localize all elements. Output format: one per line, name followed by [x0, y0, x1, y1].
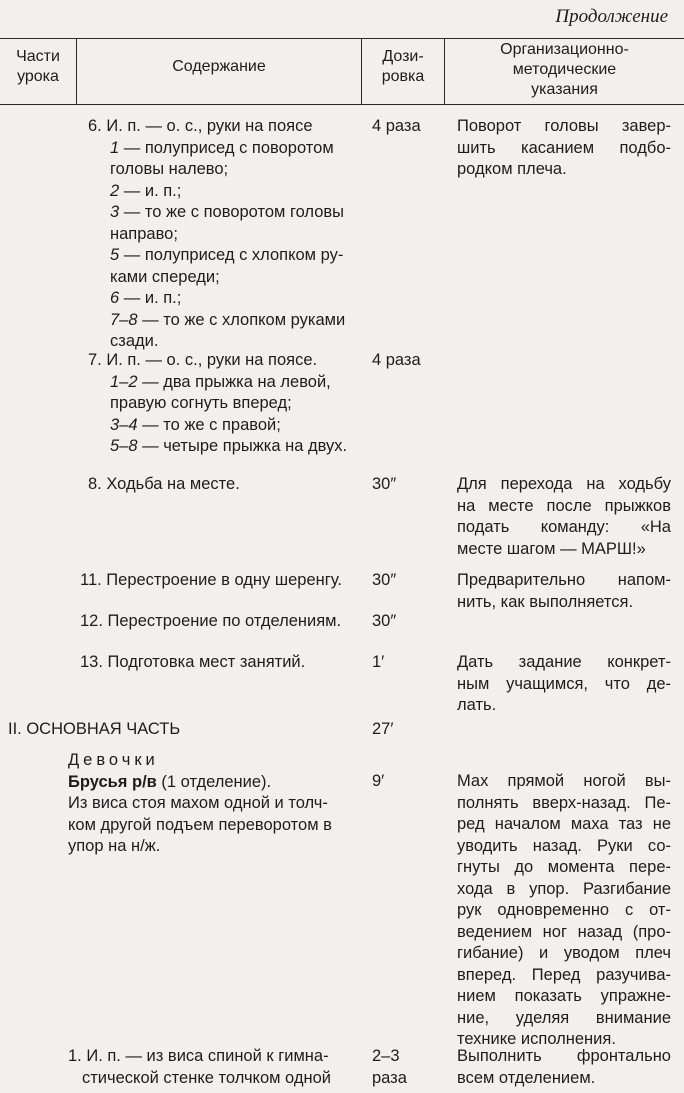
exercise-6-step: 7–8 — то же с хлопком руками [110, 310, 346, 329]
exercise-6-step: сзади. [110, 332, 159, 350]
exercise-12-title: 12. Перестроение по отделениям. [80, 612, 342, 630]
exercise-6-steps [88, 138, 358, 353]
exercise-7-step: 1–2 — два прыжка на левой, [110, 372, 331, 391]
exercise-6-content [88, 116, 358, 353]
exercise-7-dose: 4 раза [372, 351, 421, 369]
exercise-6-notes: Поворот головы завер- шить касанием подбо- родком плеча. [457, 117, 671, 178]
header-part-cell [2, 47, 74, 87]
header-part-line1: Части [16, 48, 60, 65]
exercise-7-step: 5–8 — четыре прыжка на двух. [110, 437, 348, 455]
exercise-12-dose: 30″ [372, 612, 397, 630]
exercise-13-title: 13. Подготовка мест занятий. [80, 653, 306, 671]
main-part-dose: 27′ [372, 720, 394, 738]
exercise-6-step: 3 — то же с поворотом головы [110, 203, 345, 221]
exercise-8-notes: Для перехода на ходьбу на месте после прыжков подать команду: «На месте шагом — МАРШ!» [457, 475, 671, 558]
bars-dose: 9′ [372, 772, 385, 790]
header-part-line2: урока [17, 68, 59, 85]
header-dose-cell [362, 47, 444, 87]
exercise-6-step: 5 — полуприсед с хлопком ру- [110, 246, 344, 264]
exercise-13-notes: Дать задание конкрет- ным учащимся, что де- лать. [457, 653, 671, 714]
exercise-1-content: 1. И. п. — из виса спиной к гимна- стической стенке толчком одной [68, 1047, 332, 1087]
table-top-rule [0, 38, 684, 39]
girls-content [68, 750, 360, 858]
exercise-6-step: 6 — и. п.; [110, 289, 182, 307]
exercise-13-dose: 1′ [372, 653, 385, 671]
exercise-7-step: 3–4 — то же с правой; [110, 415, 281, 434]
exercise-6-dose: 4 раза [372, 117, 421, 135]
header-dose-line1: Дози- [382, 48, 424, 65]
continuation-label: Продолжение [555, 6, 668, 27]
bars-heading: Брусья р/в (1 отделение). [68, 772, 272, 791]
exercise-8-title: 8. Ходьба на месте. [88, 475, 240, 493]
header-notes-cell [445, 40, 684, 100]
exercise-1-dose: 2–3 раза [372, 1047, 407, 1087]
exercise-7-content [88, 350, 358, 458]
exercise-1-notes: Выполнить фронтально всем отделением. [457, 1047, 671, 1087]
exercise-8-dose: 30″ [372, 475, 397, 493]
exercise-11-title: 11. Перестроение в одну шеренгу. [80, 571, 342, 589]
girls-label: Девочки [68, 751, 159, 769]
bars-desc-line: Из виса стоя махом одной и толч- [68, 794, 328, 812]
exercise-6-step: 2 — и. п.; [110, 181, 182, 200]
exercise-6-step: ками спереди; [110, 267, 220, 286]
header-dose-line2: ровка [381, 68, 425, 85]
header-notes-line1: Организационно- [500, 41, 629, 58]
exercise-6-step: 1 — полуприсед с поворотом [110, 138, 334, 157]
exercise-7-step: правую согнуть вперед; [110, 394, 292, 412]
exercise-11-notes: Предварительно напом- нить, как выполняется. [457, 571, 671, 611]
header-bottom-rule [0, 104, 684, 105]
bars-desc-line: упор на н/ж. [68, 837, 161, 855]
exercise-6-title: 6. И. п. — о. с., руки на поясе [88, 117, 313, 135]
exercise-6-step: головы налево; [110, 160, 229, 178]
header-notes-line3: указания [531, 81, 598, 98]
bars-desc-line: ком другой подъем переворотом в [68, 815, 332, 834]
header-notes-line2: методические [512, 61, 617, 78]
header-content-cell: Содержание [172, 58, 266, 75]
exercise-7-title: 7. И. п. — о. с., руки на поясе. [88, 351, 318, 369]
exercise-6-step: направо; [110, 224, 178, 243]
exercise-11-dose: 30″ [372, 571, 397, 589]
main-part-title: II. ОСНОВНАЯ ЧАСТЬ [8, 720, 181, 738]
bars-notes: Мах прямой ногой вы- полнять вверх-назад. Пе- ред началом маха таз не уводить назад. Руки со- гнуты до момента пере- хода в упор. Разгибание рук одновременно с от- ведением ног назад (про- гибание) и уводом плеч вперед. Перед разучива- нием показать упражне- ние, уделяя внимание технике исполнения. [457, 772, 671, 1048]
